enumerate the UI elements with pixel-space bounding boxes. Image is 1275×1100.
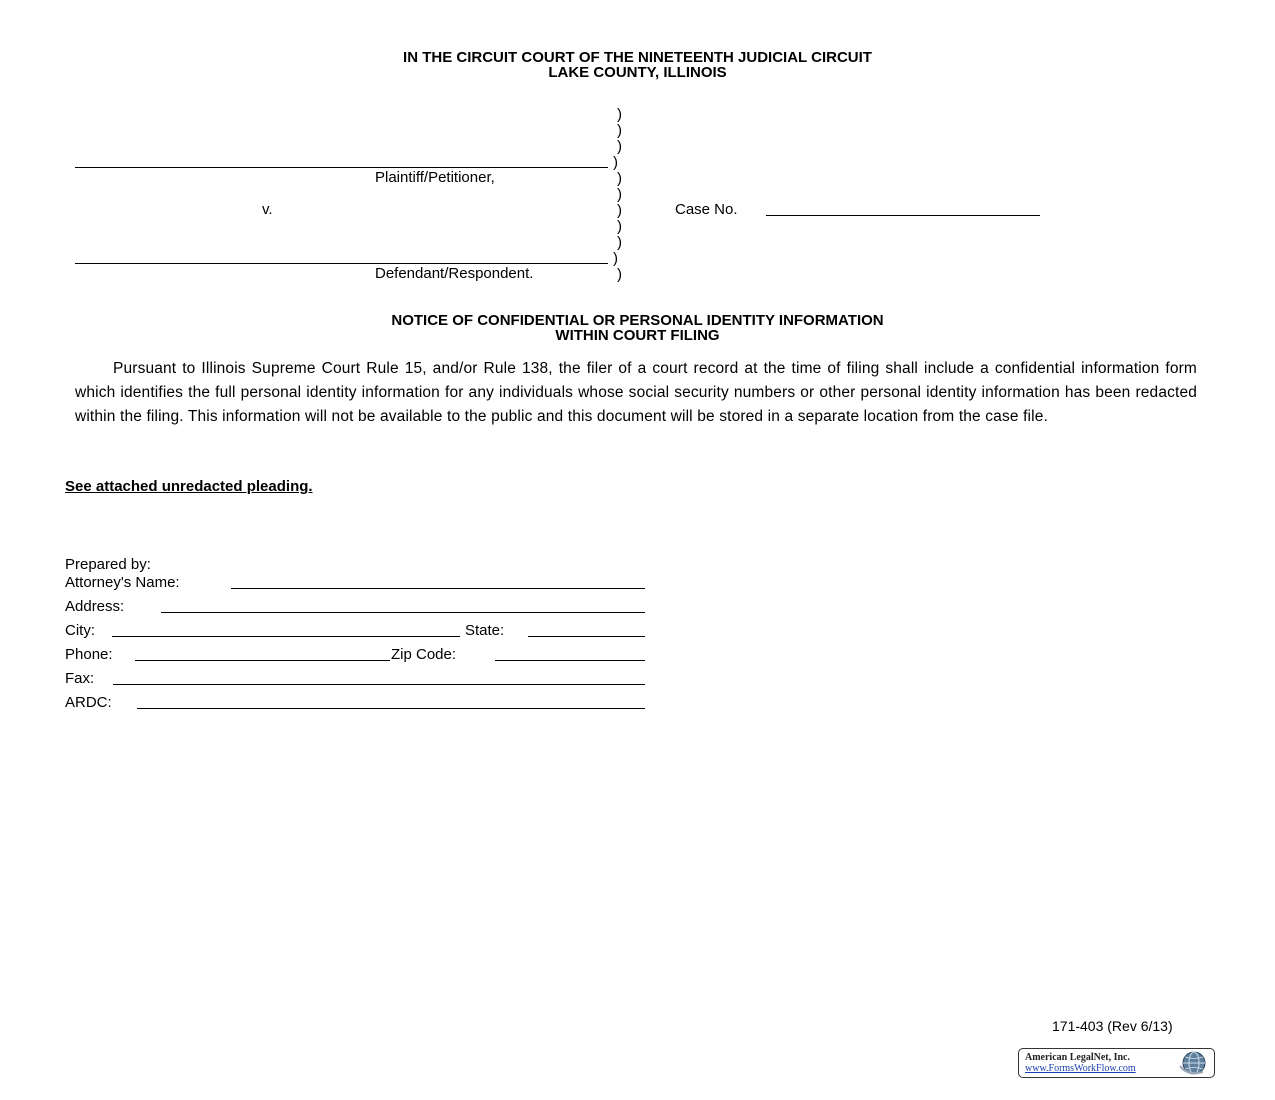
paren: ) [617,202,622,219]
defendant-label: Defendant/Respondent. [375,265,534,282]
ardc-field[interactable] [137,708,645,709]
defendant-name-line[interactable] [75,263,608,264]
logo-company-name: American LegalNet, Inc. [1025,1052,1130,1063]
city-label: City: [65,622,95,639]
notice-title-line2: WITHIN COURT FILING [555,327,720,344]
case-no-line[interactable] [766,215,1040,216]
attached-note: See attached unredacted pleading. [65,478,313,495]
globe-icon [1177,1050,1211,1076]
paren: ) [617,186,622,203]
court-header-line1: IN THE CIRCUIT COURT OF THE NINETEENTH JUDICIAL CIRCUIT [403,49,872,66]
american-legalnet-logo[interactable] [1018,1048,1215,1078]
paren: ) [617,170,622,187]
state-field[interactable] [528,636,645,637]
ardc-label: ARDC: [65,694,112,711]
zip-label: Zip Code: [391,646,457,663]
fax-label: Fax: [65,670,95,687]
prepared-by-heading: Prepared by: [65,556,151,573]
paren: ) [613,250,618,267]
zip-field[interactable] [495,660,645,661]
phone-label: Phone: [65,646,113,663]
paren: ) [617,138,622,155]
notice-title-line1: NOTICE OF CONFIDENTIAL OR PERSONAL IDENTITY INFORMATION [391,312,884,329]
city-field[interactable] [112,636,460,637]
paren: ) [617,122,622,139]
paren: ) [617,266,622,283]
paren: ) [617,106,622,123]
plaintiff-name-line[interactable] [75,167,608,168]
versus-label: v. [262,201,273,218]
court-header-line2: LAKE COUNTY, ILLINOIS [548,64,727,81]
notice-body: Pursuant to Illinois Supreme Court Rule 15, and/or Rule 138, the filer of a court record at the time of filing shall include a confidential information form which identifies the full personal identity information for any individuals whose social security numbers or other personal identity information has been redacted within the filing. This information will not be available to the public and this document will be stored in a separate location from the case file. [75,360,1197,425]
plaintiff-label: Plaintiff/Petitioner, [375,169,495,186]
attorney-name-label: Attorney's Name: [65,574,180,591]
fax-field[interactable] [113,684,645,685]
case-no-label: Case No. [675,201,738,218]
phone-field[interactable] [135,660,390,661]
address-label: Address: [65,598,125,615]
paren: ) [617,234,622,251]
attorney-name-field[interactable] [231,588,645,589]
state-label: State: [465,622,505,639]
logo-url[interactable]: www.FormsWorkFlow.com [1025,1063,1136,1074]
form-number: 171-403 (Rev 6/13) [1052,1018,1173,1034]
address-field[interactable] [161,612,645,613]
paren: ) [617,218,622,235]
paren: ) [613,154,618,171]
